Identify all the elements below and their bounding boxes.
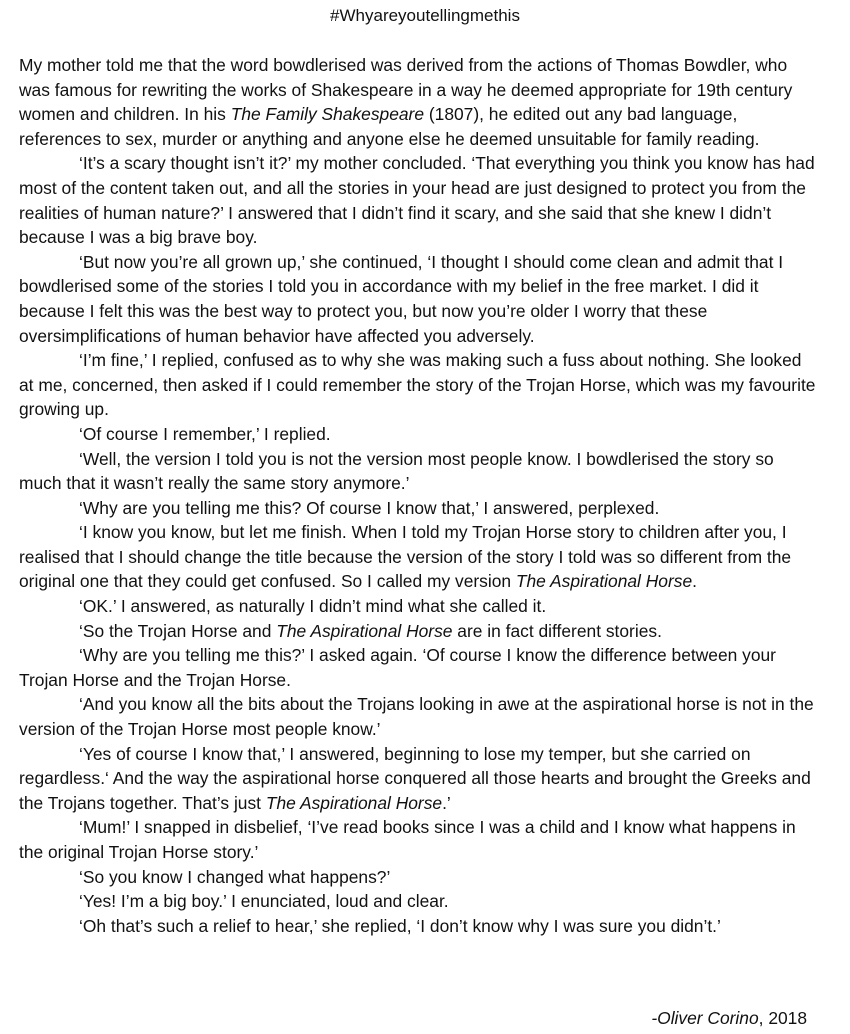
paragraph-text: ‘OK.’ I answered, as naturally I didn’t mind what she called it.: [79, 596, 547, 617]
signature-year: 2018: [768, 1008, 807, 1028]
paragraph-text: ‘And you know all the bits about the Trojans looking in awe at the aspirational horse is not in the version of the Trojan Horse most people know.’: [19, 694, 814, 740]
paragraph: [19, 520, 819, 594]
paragraph: [19, 422, 819, 447]
paragraph: [19, 53, 819, 151]
paragraph-text: ‘So the Trojan Horse and: [79, 620, 277, 641]
paragraph-text: .: [692, 571, 697, 592]
paragraph-text: ‘It’s a scary thought isn’t it?’ my mother concluded. ‘That everything you think you know has had most of the content taken out, and all the stories in your head are just designed to protect you from the realities of human nature?’ I answered that I didn’t find it scary, and she said that she knew I didn’t because I was a big brave boy.: [19, 153, 815, 248]
story-body: [19, 53, 819, 938]
document-title: #Whyareyoutellingmethis: [330, 6, 520, 25]
paragraph: [19, 447, 819, 496]
paragraph-text: ‘Mum!’ I snapped in disbelief, ‘I’ve read books since I was a child and I know what happens in the original Trojan Horse story.’: [19, 817, 796, 862]
paragraph: [19, 889, 819, 914]
paragraph: [19, 594, 819, 619]
paragraph-text: ‘Well, the version I told you is not the version most people know. I bowdlerised the story so much that it wasn’t really the same story anymore.’: [19, 448, 774, 494]
signature-separator: ,: [758, 1008, 769, 1028]
paragraph: [19, 250, 819, 348]
signature: [651, 1007, 807, 1029]
paragraph: [19, 865, 819, 890]
italic-title-text: The Aspirational Horse: [515, 571, 693, 592]
italic-title-text: The Family Shakespeare: [230, 104, 425, 125]
paragraph: [19, 348, 819, 422]
paragraph-text: My mother told me that the word bowdlerised was derived from the actions of Thomas Bowdler, who was famous for rewriting the works of Shakespeare in a way he deemed appropriate for 19th century women and children. In his: [19, 55, 793, 125]
paragraph-text: ‘Of course I remember,’ I replied.: [79, 423, 331, 444]
paragraph: [19, 619, 819, 644]
paragraph-text: ‘But now you’re all grown up,’ she continued, ‘I thought I should come clean and admit that I bowdlerised some of the stories I told you in accordance with my belief in the free market. I did it because I felt this was the best way to protect you, but now you’re older I worry that these oversimplifications of human behavior have affected you adversely.: [19, 251, 784, 346]
paragraph: [19, 914, 819, 939]
paragraph-text: ‘Yes of course I know that,’ I answered, beginning to lose my temper, but she carried on regardless.‘ And the way the aspirational horse conquered all those hearts and brought the Greeks and the Trojans together. That’s just: [19, 743, 811, 813]
paragraph-text: ‘So you know I changed what happens?’: [79, 866, 391, 887]
paragraph: [19, 643, 819, 692]
paragraph: [19, 496, 819, 521]
paragraph-text: ‘I’m fine,’ I replied, confused as to why she was making such a fuss about nothing. She looked at me, concerned, then asked if I could remember the story of the Trojan Horse, which was my favourite growing up.: [19, 350, 816, 420]
paragraph-text: ‘I know you know, but let me finish. When I told my Trojan Horse story to children after you, I realised that I should change the title because the version of the story I told was so different from the original one that they could get confused. So I called my version: [19, 522, 792, 592]
italic-title-text: The Aspirational Horse: [276, 620, 453, 641]
paragraph-text: (1807), he edited out any bad language, references to sex, murder or anything and anyone else he deemed unsuitable for family reading.: [19, 104, 760, 149]
paragraph-text: ‘Oh that’s such a relief to hear,’ she replied, ‘I don’t know why I was sure you didn’t.’: [79, 915, 721, 936]
italic-title-text: The Aspirational Horse: [265, 792, 443, 813]
paragraph: [19, 742, 819, 816]
paragraph: [19, 692, 819, 741]
paragraph-text: are in fact different stories.: [452, 620, 662, 641]
paragraph-text: .’: [442, 792, 451, 813]
paragraph: [19, 815, 819, 864]
paragraph-text: ‘Why are you telling me this? Of course I know that,’ I answered, perplexed.: [79, 497, 660, 518]
paragraph-text: ‘Why are you telling me this?’ I asked again. ‘Of course I know the difference between your Trojan Horse and the Trojan Horse.: [19, 645, 776, 690]
paragraph-text: ‘Yes! I’m a big boy.’ I enunciated, loud and clear.: [79, 891, 449, 912]
paragraph: [19, 151, 819, 249]
signature-author: -Oliver Corino: [651, 1008, 759, 1028]
